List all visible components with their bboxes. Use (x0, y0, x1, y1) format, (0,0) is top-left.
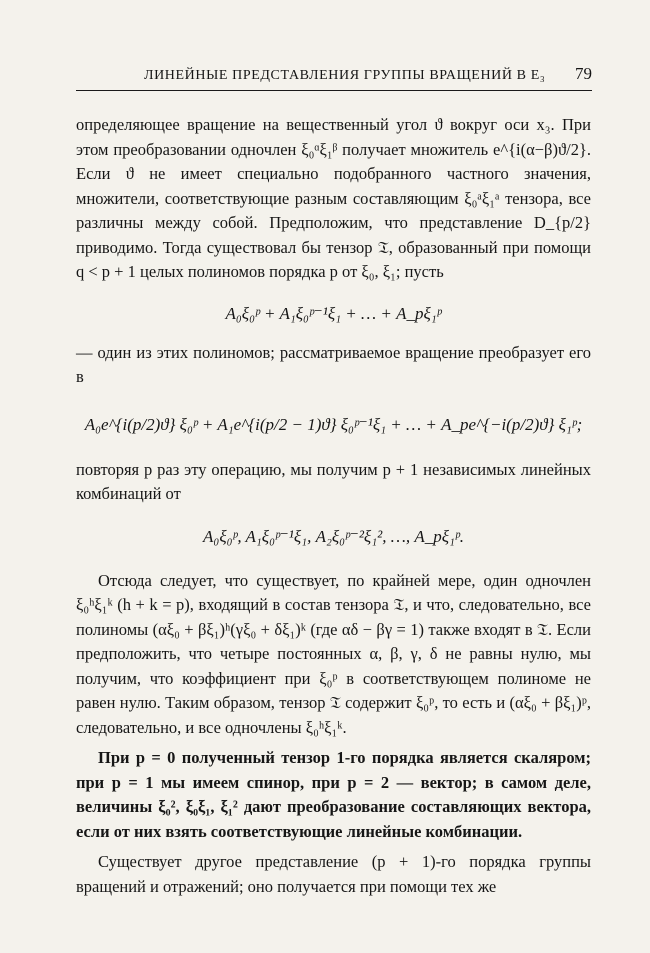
paragraph-3: повторяя p раз эту операцию, мы получим p + 1 независимых линейных комбинаций от (76, 459, 591, 503)
header-title: ЛИНЕЙНЫЕ ПРЕДСТАВЛЕНИЯ ГРУППЫ ВРАЩЕНИЙ В E₃ (144, 68, 546, 83)
header-rule (76, 90, 592, 91)
running-header (76, 62, 592, 88)
paragraph-1: определяющее вращение на вещественный угол ϑ вокруг оси x₃. При этом преобразовании одночлен ξ₀ᵅξ₁ᵝ получает множитель e^{i(α−β)ϑ/2}. Если ϑ не имеет специально подобранного частного значения, множители, соответствующие разным составляющим ξ₀ᵃξ₁ᵃ тензора, все различны между собой. Предположим, что представление D_{p/2} приводимо. Тогда существовал бы тензор 𝔗, образованный при помощи q < p + 1 целых полиномов порядка p от ξ₀, ξ₁; пусть (76, 115, 591, 281)
paragraph-2: — один из этих полиномов; рассматриваемое вращение преобразует его в (76, 342, 591, 386)
page-body (76, 113, 591, 899)
formula-linear-combinations: A₀ξ₀ᵖ, A₁ξ₀ᵖ⁻¹ξ₁, A₂ξ₀ᵖ⁻²ξ₁², …, A_pξ₁ᵖ. (203, 526, 464, 546)
paragraph-6: Существует другое представление (p + 1)-го порядка группы вращений и отражений; оно получается при помощи тех же (76, 852, 591, 896)
paragraph-4: Отсюда следует, что существует, по крайней мере, один одночлен ξ₀ʰξ₁ᵏ (h + k = p), входящий в состав тензора 𝔗, и что, следовательно, все полиномы (αξ₀ + βξ₁)ʰ(γξ₀ + δξ₁)ᵏ (где αδ − βγ = 1) также входят в 𝔗. Если предположить, что четыре постоянных α, β, γ, δ не равны нулю, мы получим, что коэффициент при ξ₀ᵖ в соответствующем полиноме не равен нулю. Таким образом, тензор 𝔗 содержит ξ₀ᵖ, то есть и (αξ₀ + βξ₁)ᵖ, следовательно, и все одночлены ξ₀ʰξ₁ᵏ. (76, 570, 591, 737)
formula-rotated-polynomial: A₀e^{i(p/2)ϑ} ξ₀ᵖ + A₁e^{i(p/2 − 1)ϑ} ξ₀ᵖ⁻¹ξ₁ + … + A_pe^{−i(p/2)ϑ} ξ₁ᵖ; (84, 414, 583, 434)
paragraph-5: При p = 0 полученный тензор 1-го порядка является скаляром; при p = 1 мы имеем спинор, при p = 2 — вектор; в самом деле, величины ξ₀², ξ₀ξ₁, ξ₁² дают преобразование составляющих вектора, если от них взять соответствующие линейные комбинации. (76, 748, 591, 841)
formula-polynomial: A₀ξ₀ᵖ + A₁ξ₀ᵖ⁻¹ξ₁ + … + A_pξ₁ᵖ (225, 303, 442, 323)
page-number: 79 (575, 64, 592, 83)
